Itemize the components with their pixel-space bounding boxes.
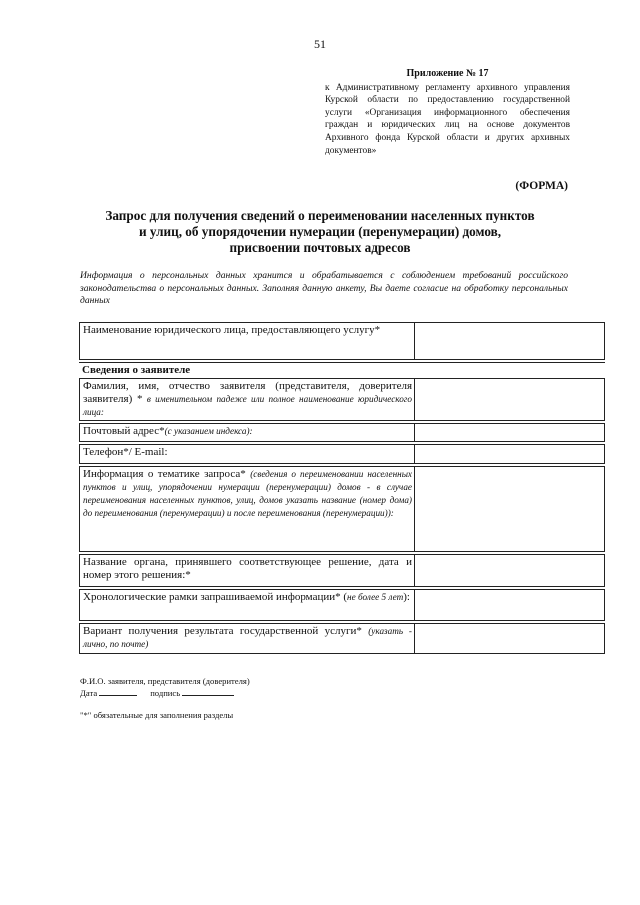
field-label-text: Хронологические рамки запрашиваемой информации* ( bbox=[83, 591, 348, 603]
authority-label: Название органа, принявшего соответствующее решение, дата и номер этого решения:* bbox=[80, 555, 415, 586]
field-label-text: Почтовый адрес* bbox=[83, 425, 165, 437]
time-frame-input-cell[interactable] bbox=[415, 590, 604, 620]
field-note-text: не более 5 лет bbox=[347, 592, 404, 602]
provider-input-cell[interactable] bbox=[415, 323, 604, 359]
field-note-text: в именительном падеже или полное наименование юридического лица: bbox=[83, 394, 412, 417]
field-label-text: Фамилия, имя, отчество заявителя (представителя, доверителя заявителя) * bbox=[83, 380, 412, 405]
signature-label: подпись bbox=[150, 687, 181, 698]
form-row-request-topic bbox=[79, 466, 605, 552]
form-row-authority bbox=[79, 554, 605, 587]
form-row-provider bbox=[79, 322, 605, 360]
signature-name-line: Ф.И.О. заявителя, представителя (доверителя) bbox=[80, 676, 250, 686]
appendix-block bbox=[325, 68, 570, 157]
phone-email-label: Телефон*/ E-mail: bbox=[80, 445, 415, 463]
phone-email-input-cell[interactable] bbox=[415, 445, 604, 463]
form-row-postal-address bbox=[79, 423, 605, 442]
personal-data-notice: Информация о персональных данных хранится и обрабатывается с соблюдением требований российского законодательства о персональных данных. Заполняя данную анкету, Вы даете согласие на обработку персональных данных bbox=[80, 270, 568, 307]
postal-address-input-cell[interactable] bbox=[415, 424, 604, 441]
field-label-end: ): bbox=[403, 591, 410, 603]
form-row-applicant-name bbox=[79, 378, 605, 421]
postal-address-label bbox=[80, 424, 415, 441]
delivery-method-label bbox=[80, 624, 415, 653]
date-label: Дата bbox=[80, 687, 98, 698]
field-label-text: Вариант получения результата государственной услуги* bbox=[83, 625, 369, 637]
signature-date-line bbox=[80, 688, 250, 700]
applicant-name-input-cell[interactable] bbox=[415, 379, 604, 420]
form-row-phone-email bbox=[79, 444, 605, 464]
time-frame-label bbox=[80, 590, 415, 620]
document-title bbox=[80, 208, 560, 256]
request-form-table bbox=[79, 322, 605, 656]
field-label-text: Информация о тематике запроса* bbox=[83, 468, 251, 480]
provider-label: Наименование юридического лица, предоставляющего услугу* bbox=[80, 323, 415, 359]
request-topic-input-cell[interactable] bbox=[415, 467, 604, 551]
title-line-2: и улиц, об упорядочении нумерации (перенумерации) домов, bbox=[138, 224, 502, 239]
date-blank[interactable] bbox=[99, 695, 137, 696]
request-topic-label bbox=[80, 467, 415, 551]
page-number: 51 bbox=[314, 37, 326, 51]
title-line-1: Запрос для получения сведений о переименовании населенных пунктов bbox=[105, 208, 535, 223]
authority-input-cell[interactable] bbox=[415, 555, 604, 586]
required-fields-footnote: "*" обязательные для заполнения разделы bbox=[80, 710, 234, 720]
appendix-text: к Административному регламенту архивного управления Курской области по предоставлению государственной услуги «Организация информационного обеспечения граждан и юридических лиц на основе документов Архивного фонда Курской области и других архивных документов» bbox=[325, 82, 570, 156]
form-row-delivery-method bbox=[79, 623, 605, 654]
field-note-text: (сведения о переименовании населенных пунктов и улиц, упорядочении нумерации (перенумерации) домов - в случае переименования населенных пунктов, улиц, домов указать название (номер дома) до переименования (перенумерации) и после переименования (перенумерации)): bbox=[83, 469, 413, 518]
delivery-method-input-cell[interactable] bbox=[415, 624, 604, 653]
form-label: (ФОРМА) bbox=[515, 180, 568, 192]
appendix-title: Приложение № 17 bbox=[406, 68, 489, 79]
field-note-text: (указать - лично, по почте) bbox=[83, 626, 412, 649]
applicant-name-label bbox=[80, 379, 415, 420]
applicant-section-header: Сведения о заявителе bbox=[79, 362, 605, 377]
field-note-text: (с указанием индекса): bbox=[164, 426, 253, 436]
signature-blank[interactable] bbox=[182, 695, 234, 696]
title-line-3: присвоении почтовых адресов bbox=[229, 240, 411, 255]
form-row-time-frame bbox=[79, 589, 605, 621]
signature-block bbox=[80, 676, 250, 699]
